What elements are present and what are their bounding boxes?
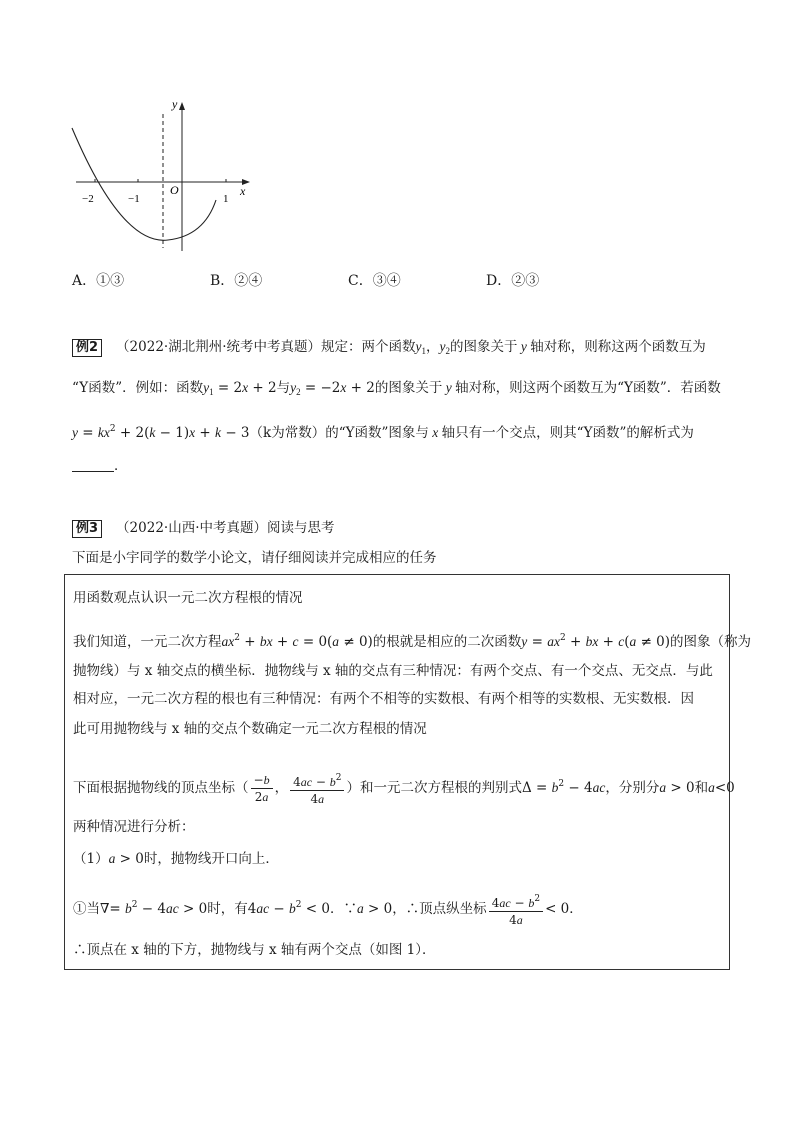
vertex-x-fraction: $\frac{-b}{2a}$ [251,772,273,805]
example2-line1: 例2 （2022·湖北荆州·统考中考真题）规定：两个函数$y_1$，$y_2$的图象关于 y 轴对称，则称这两个函数互为 [72,337,706,361]
choice-b[interactable]: B．②④ [210,273,263,289]
example2-tag: 例2 [72,339,102,357]
essay-p2: 抛物线）与 x 轴交点的横坐标．抛物线与 x 轴的交点有三种情况：有两个交点、有一个交点、无交点．与此 [73,663,713,679]
example2-line2: “Y函数”．例如：函数$y_1 = 2x + 2$与$y_2 = -2x + 2$的图象关于 y 轴对称，则这两个函数互为“Y函数”．若函数 [72,380,721,397]
tick-label-neg2: −2 [82,193,94,205]
example3-title: 阅读与思考 [267,520,335,536]
tick-label-1: 1 [223,193,229,205]
example3-intro: 下面是小宇同学的数学小论文，请仔细阅读并完成相应的任务 [72,550,437,566]
essay-p9: ∴顶点在 x 轴的下方，抛物线与 x 轴有两个交点（如图 1）． [73,942,436,958]
choice-d[interactable]: D．②③ [486,273,540,289]
y-axis-arrow [179,102,185,110]
example3-tag: 例3 [72,520,102,538]
tick-label-neg1: −1 [128,193,140,205]
example2-answer-line: ． [72,456,128,476]
example2-source: （2022·湖北荆州·统考中考真题） [116,339,321,355]
essay-heading: 用函数观点认识一元二次方程根的情况 [73,590,303,606]
essay-p3: 相对应，一元二次方程的根也有三种情况：有两个不相等的实数根、有两个相等的实数根、无实数根．因 [73,691,694,707]
essay-p8: ①当∇= $b^2 - 4ac > 0$时，有$4ac - b^2 < 0$．∵a > 0，∴顶点纵坐标 $\frac{4ac - b^2}{4a}$ < 0． [73,883,583,931]
choice-c[interactable]: C．③④ [348,273,401,289]
essay-p6: 两种情况进行分析： [73,819,195,835]
example3-source: （2022·山西·中考真题） [116,520,267,536]
x-axis-label: x [240,184,246,198]
essay-p5: 下面根据抛物线的顶点坐标（ $\frac{-b}{2a}$ ， $\frac{4ac - b^2}{4a}$ ）和一元二次方程根的判别式$\Delta = b^2 - 4ac$，分别分a > 0和a<0 [73,761,735,811]
essay-p4: 此可用抛物线与 x 轴的交点个数确定一元二次方程根的情况 [73,721,427,737]
vertex-y-fraction: $\frac{4ac - b^2}{4a}$ [290,770,344,807]
essay-p1: 我们知道，一元二次方程$ax^2$ + bx + c = 0(a ≠ 0)的根就是相应的二次函数$y = ax^2$ + bx + c(a ≠ 0)的图象（称为 [73,633,752,650]
essay-box [64,574,752,970]
essay-p7: （1）a > 0时，抛物线开口向上． [73,851,279,867]
example2-line3: $y = kx^2 + 2(k - 1)x + k - 3(k$为常数）的“Y函数”图象与 x 轴只有一个交点，则其“Y函数”的解析式为 [72,424,694,441]
origin-label: O [170,183,179,197]
choice-a[interactable]: A．①③ [72,273,125,289]
example3-line1 [72,518,335,538]
parabola-graph [64,96,264,256]
answer-blank[interactable] [72,459,114,472]
y-axis-label: y [172,97,178,111]
answer-choices [72,270,722,290]
parabola-curve [72,128,216,240]
vertex-ordinate-fraction: $\frac{4ac - b^2}{4a}$ [489,891,543,928]
